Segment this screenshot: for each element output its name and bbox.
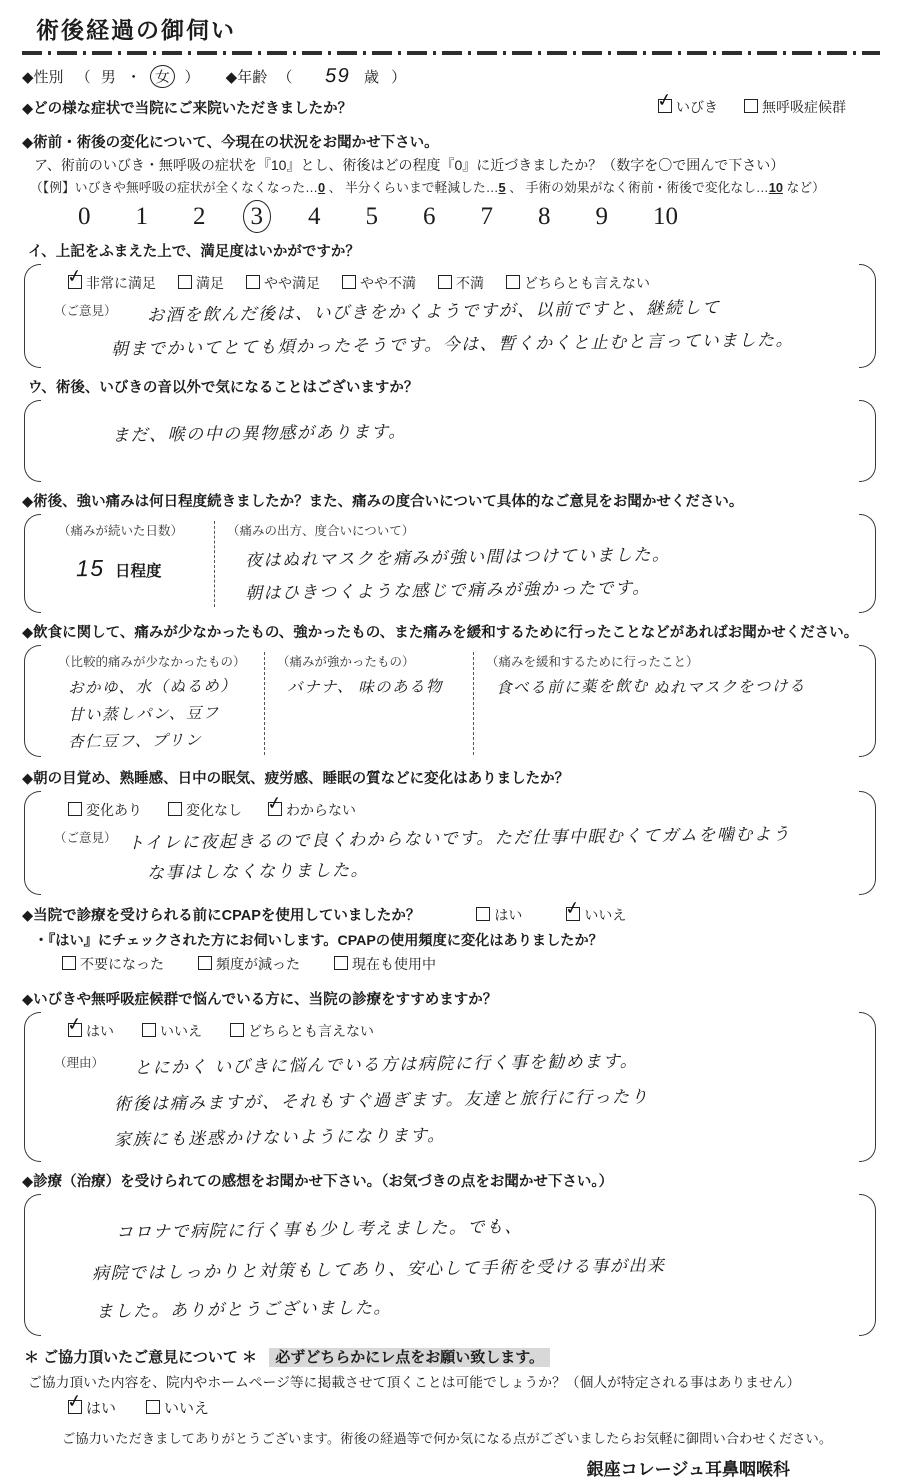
scale-number-2[interactable]: 2 [193,203,206,230]
checkbox-option-unknown[interactable] [268,800,356,820]
change-heading: ◆術前・術後の変化について、今現在の状況をお聞かせ下さい。 [22,135,439,151]
checkbox-icon [68,1023,82,1037]
change-example [30,177,880,196]
checkbox-icon [246,275,260,289]
page-title: 術後経過の御伺い [36,18,236,43]
pain-days-column [54,521,214,607]
example-suffix: など） [782,180,825,195]
footer-note-prefix: ＊ ご協力頂いたご意見について ＊ [24,1349,258,1367]
checkbox-option-apnea[interactable] [744,97,846,117]
checkbox-option-recommend-neither[interactable] [230,1021,374,1041]
age-paren-close: ） [391,69,407,86]
impression-answer-box[interactable] [24,1194,876,1336]
example-five: 5 [498,180,506,195]
diet-relief-column[interactable] [473,652,842,755]
checkbox-option-changed[interactable] [68,800,142,820]
age-unit: 歳 [363,69,379,86]
sleep-answer-box[interactable] [24,791,876,894]
scale-number-9[interactable]: 9 [595,203,608,230]
reason-label: （理由） [54,1055,105,1070]
checkbox-icon [168,802,182,816]
recommend-question: ◆いびきや無呼吸症候群で悩んでいる方に、当院の診療をすすめますか？ [22,991,498,1008]
diet-relief-label: （痛みを緩和するために行ったこと） [486,654,699,669]
checkbox-icon [438,275,452,289]
checkbox-label: 非常に満足 [86,275,156,292]
scale-number-0[interactable]: 0 [78,203,91,230]
example-mid1: 、 半分くらいまで軽減した… [325,180,499,195]
symptom-row [22,95,880,119]
checkbox-option-still-using[interactable] [334,954,436,974]
scale-number-10[interactable]: 10 [653,203,678,230]
diet-relief-text [496,674,834,701]
checkbox-icon [62,956,76,970]
handwritten-line: 味のある物 [358,678,444,697]
cpap-question: ◆当院で診療を受けられる前にCPAPを使用していましたか？ [22,908,421,925]
checkbox-label: 変化なし [186,802,242,819]
handwritten-line: 家族にも迷惑かけないようになります。 [113,1125,446,1150]
diet-columns [54,652,842,755]
handwritten-line: 夜はぬれマスクを痛みが強い間はつけていました。 [244,544,671,570]
age-paren-open: （ [277,69,293,86]
pain-days-value: 15 [75,554,105,581]
symptom-options [658,97,846,117]
pain-detail-text[interactable] [245,541,834,607]
diet-low-pain-label: （比較的痛みが少なかったもの） [58,654,246,669]
checkbox-option-satisfied[interactable] [178,273,224,293]
satisfaction-comment-text[interactable] [110,295,842,361]
checkbox-label: はい [86,1400,117,1418]
handwritten-line: おかゆ、水（ぬるめ） [67,677,238,698]
sleep-comment-text[interactable] [127,822,842,888]
checkbox-icon [268,802,282,816]
checkbox-icon [68,275,82,289]
checkbox-label: 変化あり [86,802,142,819]
checkbox-icon [68,1400,82,1414]
gender-option-female-selected[interactable]: 女 [150,64,176,88]
handwritten-line: バナナ、 [286,678,355,697]
profile-row [22,65,880,88]
age-label: ◆年齢 [225,69,268,86]
handwritten-line: 杏仁豆フ、プリン [67,732,203,752]
recommend-answer-box[interactable] [24,1012,876,1163]
gender-paren-close: ） [184,69,200,86]
diet-high-pain-column[interactable] [264,652,473,755]
scale-number-3-circled[interactable]: 3 [243,200,272,233]
handwritten-line: 朝までかいてとても煩かったそうです。今は、暫くかくと止むと言っていました。 [110,330,794,360]
scale-number-8[interactable]: 8 [538,203,551,230]
impression-heading: ◆診療（治療）を受けられての感想をお聞かせ下さい。（お気づきの点をお聞かせ下さい。） [22,1174,614,1191]
diet-heading: ◆飲食に関して、痛みが少なかったもの、強かったもの、また痛みを緩和するために行ったことなどがあればお聞かせください。 [22,624,859,641]
checkbox-label: 現在も使用中 [352,955,436,972]
handwritten-line: ました。ありがとうございました。 [95,1298,393,1322]
cpap-row [22,903,880,927]
checkbox-icon [146,1400,160,1414]
checkbox-label: どちらとも言えない [248,1022,374,1039]
handwritten-line: な事はしなくなりました。 [146,860,369,884]
checkbox-option-very-satisfied[interactable] [68,273,156,293]
change-sub-a: ア、術前のいびき・無呼吸の症状を『10』とし、術後はどの程度『0』に近づきましたか？（数字を〇で囲んで下さい） [34,157,785,173]
satisfaction-answer-box[interactable] [24,264,876,367]
checkbox-option-somewhat-satisfied[interactable] [246,273,320,293]
checkbox-option-frequency-reduced[interactable] [198,954,300,974]
recommend-options [68,1021,842,1041]
recommend-reason [54,1047,842,1157]
checkbox-label: 満足 [196,275,224,292]
checkbox-label: はい [494,906,523,923]
satisfaction-options [68,273,842,293]
footer-note-highlight: 必ずどちらかにレ点をお願い致します。 [269,1348,550,1367]
pain-days-unit: 日程度 [115,562,162,580]
checkbox-label: いびき [676,99,718,115]
clinic-name: 銀座コレージュ耳鼻咽喉科 [586,1460,790,1480]
checkbox-option-cpap-yes[interactable] [476,905,522,925]
sleep-comment [54,822,842,888]
checkbox-label: わからない [286,802,356,819]
example-zero: 0 [317,180,326,195]
checkbox-icon [178,275,192,289]
checkbox-option-ibiki[interactable] [658,97,718,117]
handwritten-line: ぬれマスクをつける [653,677,807,698]
recommend-reason-text[interactable] [114,1047,842,1157]
checkbox-icon [334,956,348,970]
cpap-followup-options [62,954,880,974]
thanks-message: ご協力いただきましてありがとうございます。術後の経過等で何か気になる点がございましたらお気軽に御問い合わせください。 [62,1431,833,1447]
handwritten-line: 食べる前に薬を飲む [495,677,650,698]
handwritten-line: 甘い蒸しパン、豆フ [67,705,220,725]
pain-heading: ◆術後、強い痛みは何日程度続きましたか？また、痛みの度合いについて具体的なご意見をお聞かせください。 [22,493,744,510]
handwritten-line: お酒を飲んだ後は、いびきをかくようですが、以前ですと、継続して [146,298,721,326]
diet-high-pain-text [287,674,465,701]
checkbox-icon [230,1023,244,1037]
checkbox-option-recommend-no[interactable] [142,1021,202,1041]
scale-number-5[interactable]: 5 [365,203,378,230]
symptom-question: ◆どの様な症状で当院にご来院いただきましたか？ [22,100,353,117]
pain-days-label: （痛みが続いた日数） [58,523,184,538]
handwritten-line: 術後は痛みますが、それもすぐ過ぎます。友達と旅行に行ったり [113,1087,650,1114]
checkbox-label: いいえ [584,906,627,923]
gender-paren-open: （ [75,69,91,86]
comment-label: （ご意見） [54,304,117,319]
checkbox-option-recommend-yes[interactable] [68,1021,114,1041]
checkbox-option-neither[interactable] [506,273,650,293]
age-value[interactable]: 59 [324,64,350,88]
checkbox-icon [566,907,580,921]
checkbox-icon [658,99,672,113]
checkbox-option-consent-yes[interactable] [68,1397,116,1418]
gender-option-male[interactable]: 男 [100,69,116,86]
rating-scale [70,200,880,233]
consent-question: ご協力頂いた内容を、院内やホームページ等に掲載させて頂くことは可能でしょうか？（個人が特定される事はありません） [28,1375,801,1391]
checkbox-option-cpap-no[interactable] [566,905,626,925]
handwritten-line: 病院ではしっかりと対策もしてあり、安心して手術を受ける事が出来 [91,1256,666,1284]
pain-columns [54,521,842,607]
pain-detail-label: （痛みの出方、度合いについて） [227,523,415,538]
checkbox-label: 不満 [456,275,484,292]
scale-number-1[interactable]: 1 [135,203,148,230]
cpap-followup-question: ・『はい』にチェックされた方にお伺いします。CPAPの使用頻度に変化はありましたか？ [34,932,603,949]
example-mid2: 、 手術の効果がなく術前・術後で変化なし… [505,180,769,195]
scale-number-4[interactable]: 4 [308,203,321,230]
other-concerns-question: ウ、術後、いびきの音以外で気になることはございますか？ [28,379,419,396]
checkbox-label: はい [86,1022,114,1039]
diet-low-pain-column[interactable] [54,652,264,755]
handwritten-line: 朝はひきつくような感じで痛みが強かったです。 [244,577,651,603]
checkbox-icon [342,275,356,289]
checkbox-label: いいえ [160,1022,202,1039]
example-prefix: （【例】いびきや無呼吸の症状が全くなくなった… [30,180,318,195]
checkbox-label: やや満足 [264,275,320,292]
checkbox-option-no-change[interactable] [168,800,242,820]
gender-separator: ・ [126,69,142,86]
checkbox-icon [476,907,490,921]
checkbox-option-dissatisfied[interactable] [438,273,484,293]
checkbox-icon [198,956,212,970]
checkbox-label: いいえ [164,1400,210,1418]
checkbox-icon [68,802,82,816]
title-divider [22,51,880,55]
consent-options [68,1397,880,1418]
checkbox-option-somewhat-dissatisfied[interactable] [342,273,416,293]
checkbox-label: 不要になった [80,955,164,972]
other-concerns-text: まだ、喉の中の異物感があります。 [111,421,407,445]
satisfaction-comment [54,295,842,361]
pain-answer-box[interactable] [24,514,876,613]
gender-label: ◆性別 [22,69,64,86]
checkbox-label: やや不満 [360,275,416,292]
handwritten-line: とにかく いびきに悩んでいる方は病院に行く事を勧めます。 [133,1051,639,1078]
checkbox-option-consent-no[interactable] [146,1397,209,1418]
other-concerns-answer-box[interactable] [24,400,876,482]
handwritten-line: トイレに夜起きるので良くわからないです。ただ仕事中眠むくてガムを噛むよう [126,824,791,853]
satisfaction-question: イ、上記をふまえた上で、満足度はいかがですか？ [28,244,360,261]
checkbox-option-no-longer-needed[interactable] [62,954,164,974]
checkbox-icon [506,275,520,289]
checkbox-icon [142,1023,156,1037]
comment-label: （ご意見） [54,831,117,846]
pain-days-value-row[interactable] [76,555,206,582]
diet-answer-box[interactable] [24,645,876,757]
example-ten: 10 [768,180,783,195]
checkbox-icon [744,99,758,113]
pain-detail-column [214,521,842,607]
diet-low-pain-text [68,674,256,755]
impression-text[interactable] [54,1210,842,1330]
scale-number-6[interactable]: 6 [423,203,436,230]
checkbox-label: どちらとも言えない [524,275,650,292]
footer-note [24,1346,880,1367]
handwritten-line: コロナで病院に行く事も少し考えました。でも、 [115,1217,524,1243]
scale-number-7[interactable]: 7 [480,203,493,230]
sleep-heading: ◆朝の目覚め、熟睡感、日中の眠気、疲労感、睡眠の質などに変化はありましたか？ [22,771,570,788]
diet-high-pain-label: （痛みが強かったもの） [277,654,415,669]
cpap-options [476,905,626,925]
checkbox-label: 無呼吸症候群 [762,99,846,115]
checkbox-label: 頻度が減った [216,955,300,972]
